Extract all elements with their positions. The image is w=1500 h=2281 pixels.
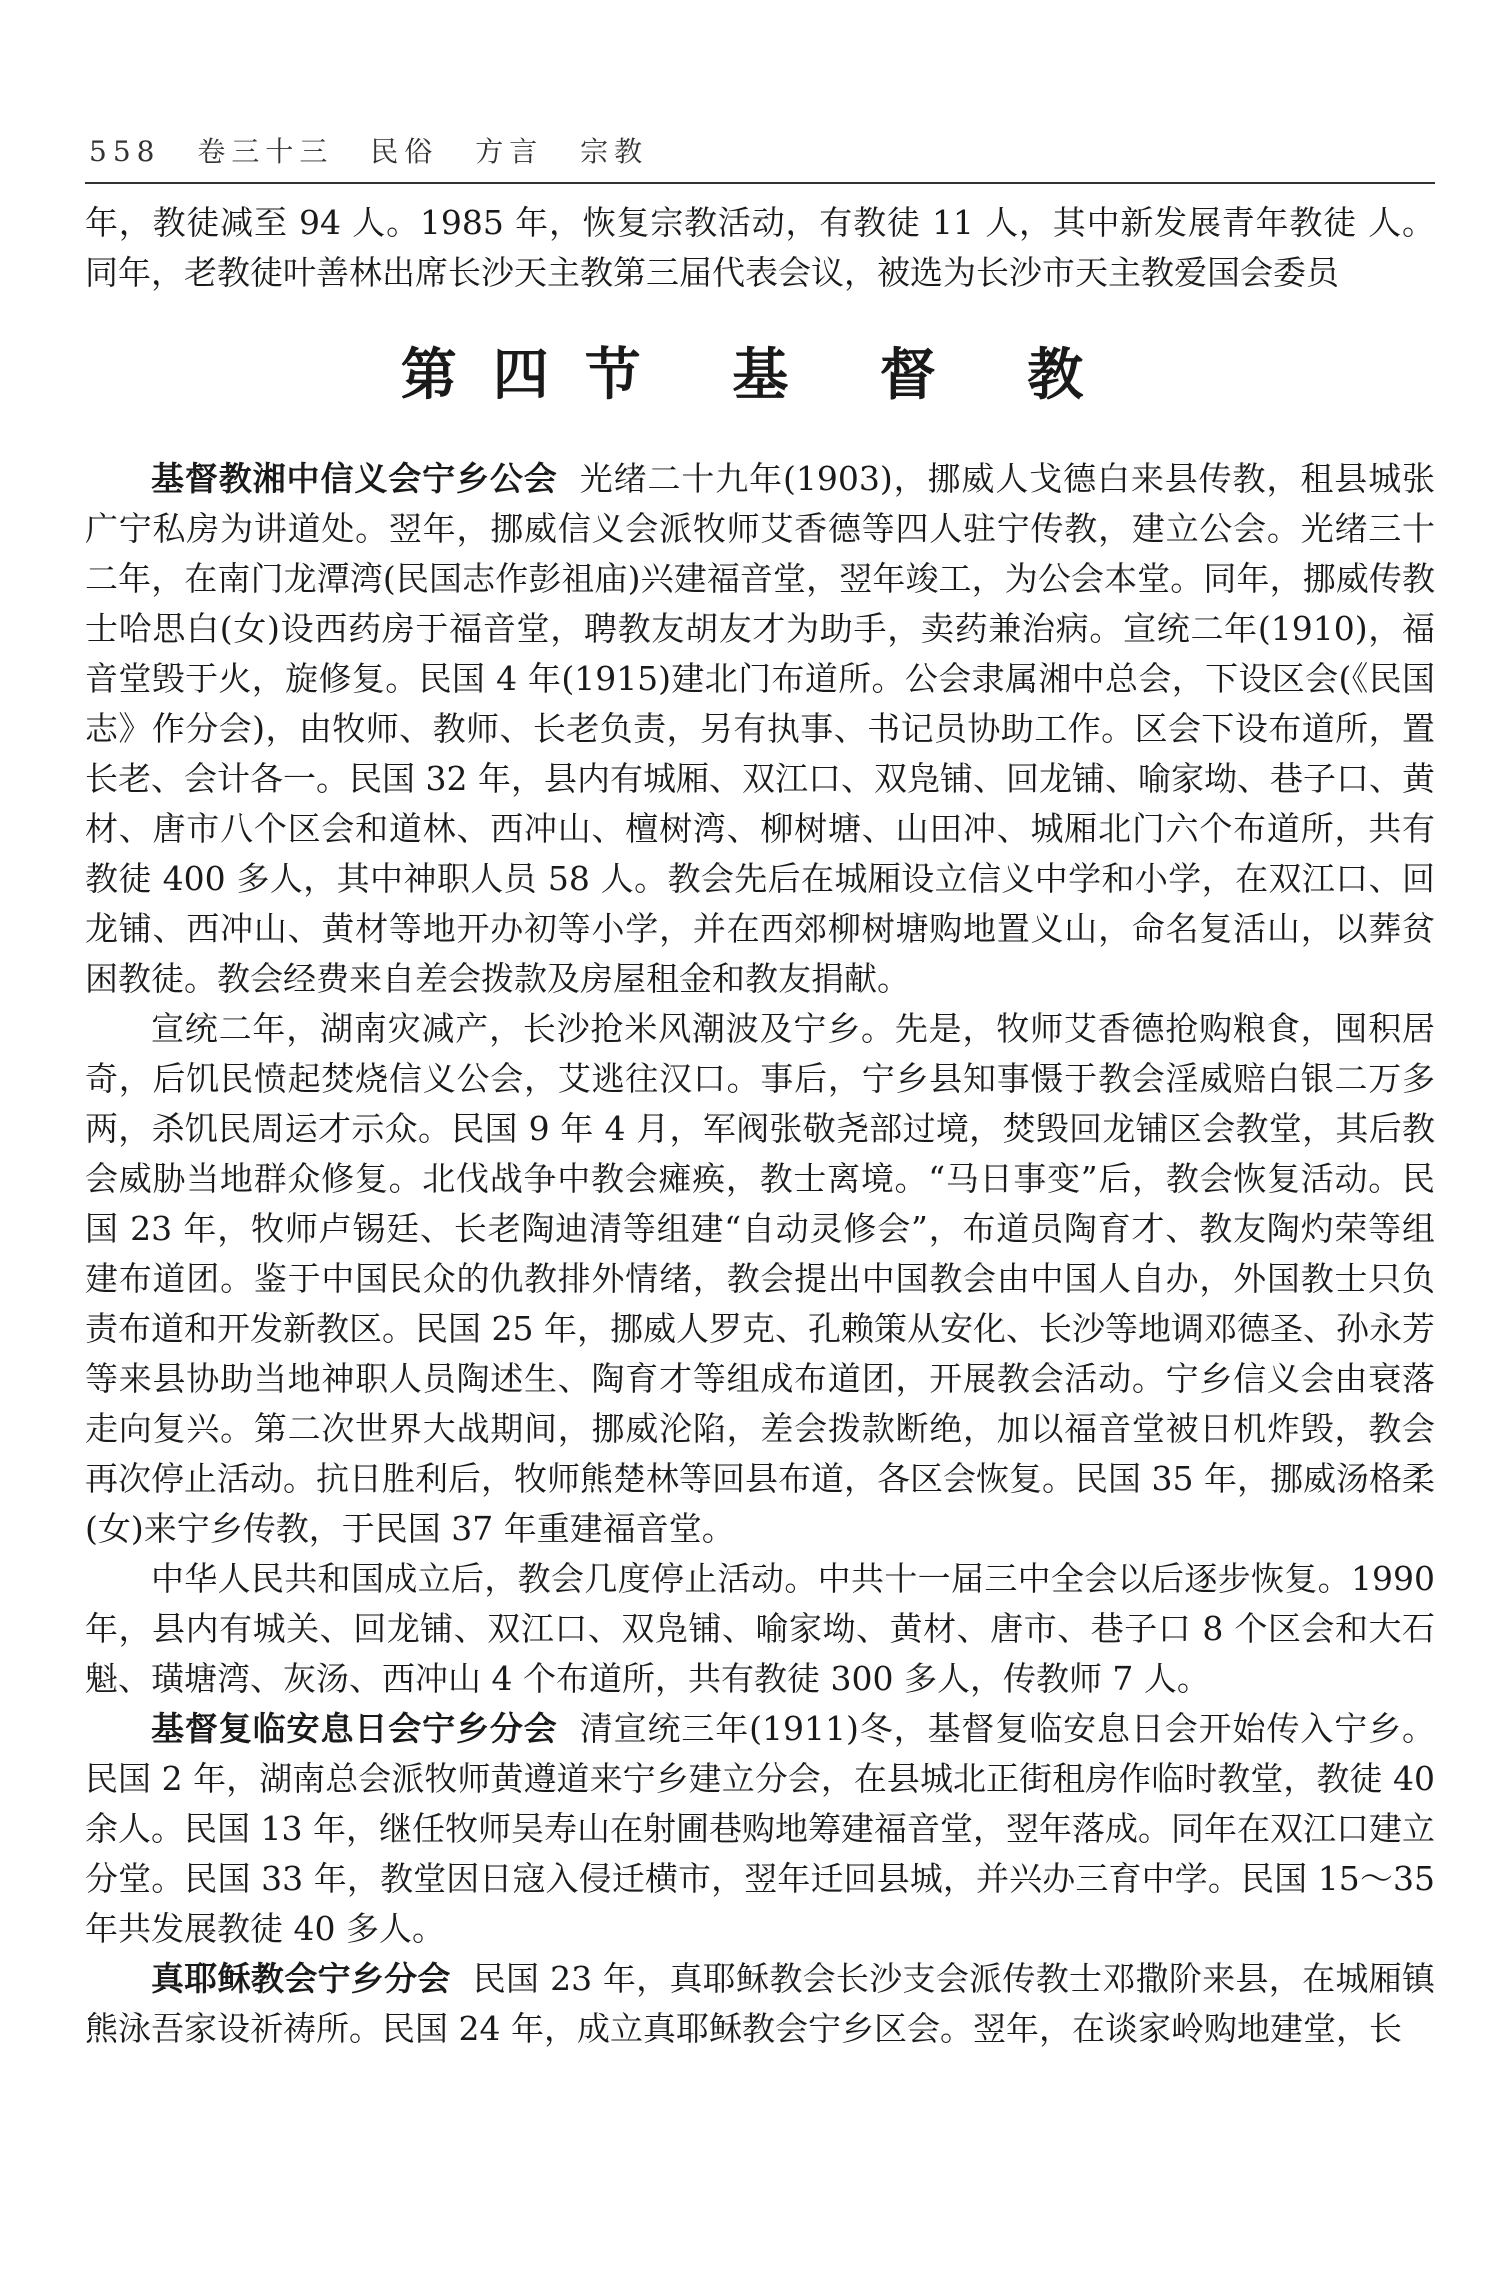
body-paragraph: 中华人民共和国成立后，教会几度停止活动。中共十一届三中全会以后逐步恢复。1990 年，县内有城关、回龙铺、双江口、双凫铺、喻家坳、黄材、唐市、巷子口 8 个区会和大石魁、璜塘湾、灰汤、西冲山 4 个布道所，共有教徒 300 多人，传教师 7 人。	[85, 1559, 1435, 1698]
header-rule	[85, 182, 1435, 184]
section-label-b: 方言	[475, 135, 544, 168]
book-page	[85, 130, 1435, 2054]
intro-paragraph: 年，教徒减至 94 人。1985 年，恢复宗教活动，有教徒 11 人，其中新发展青年教徒 人。同年，老教徒叶善林出席长沙天主教第三届代表会议，被选为长沙市天主教爱国会委员	[85, 203, 1435, 292]
section-label-a: 民俗	[370, 135, 439, 168]
entry-paragraph	[85, 1954, 1435, 2054]
entry-title: 真耶稣教会宁乡分会	[151, 1959, 451, 1998]
entry-paragraph	[85, 454, 1435, 1004]
entry-text: 清宣统三年(1911)冬，基督复临安息日会开始传入宁乡。民国 2 年，湖南总会派牧师黄遵道来宁乡建立分会，在县城北正街租房作临时教堂，教徒 40 余人。民国 13 年，继任牧师吴寿山在射圃巷购地筹建福音堂，翌年落成。同年在双江口建立分堂。民国 33 年，教堂因日寇入侵迁横市，翌年迁回县城，并兴办三育中学。民国 15～35 年共发展教徒 40 多人。	[85, 1709, 1436, 1948]
running-head	[85, 130, 1435, 174]
volume-label: 卷三十三	[197, 135, 334, 168]
body-paragraph: 宣统二年，湖南灾减产，长沙抢米风潮波及宁乡。先是，牧师艾香德抢购粮食，囤积居奇，后饥民愤起焚烧信义公会，艾逃往汉口。事后，宁乡县知事慑于教会淫威赔白银二万多两，杀饥民周运才示众。民国 9 年 4 月，军阀张敬尧部过境，焚毁回龙铺区会教堂，其后教会威胁当地群众修复。北伐战争中教会瘫痪，教士离境。“马日事变”后，教会恢复活动。民国 23 年，牧师卢锡廷、长老陶迪清等组建“自动灵修会”，布道员陶育才、教友陶灼荣等组建布道团。鉴于中国民众的仇教排外情绪，教会提出中国教会由中国人自办，外国教士只负责布道和开发新教区。民国 25 年，挪威人罗克、孔赖策从安化、长沙等地调邓德圣、孙永芳等来县协助当地神职人员陶述生、陶育才等组成布道团，开展教会活动。宁乡信义会由衰落走向复兴。第二次世界大战期间，挪威沦陷，差会拨款断绝，加以福音堂被日机炸毁，教会再次停止活动。抗日胜利后，牧师熊楚林等回县布道，各区会恢复。民国 35 年，挪威汤格柔(女)来宁乡传教，于民国 37 年重建福音堂。	[85, 1009, 1435, 1548]
entry-text: 光绪二十九年(1903)，挪威人戈德白来县传教，租县城张广宁私房为讲道处。翌年，挪威信义会派牧师艾香德等四人驻宁传教，建立公会。光绪三十二年，在南门龙潭湾(民国志作彭祖庙)兴建福音堂，翌年竣工，为公会本堂。同年，挪威传教士哈思白(女)设西药房于福音堂，聘教友胡友才为助手，卖药兼治病。宣统二年(1910)，福音堂毁于火，旋修复。民国 4 年(1915)建北门布道所。公会隶属湘中总会，下设区会(《民国志》作分会)，由牧师、教师、长老负责，另有执事、书记员协助工作。区会下设布道所，置长老、会计各一。民国 32 年，县内有城厢、双江口、双凫铺、回龙铺、喻家坳、巷子口、黄材、唐市八个区会和道林、西冲山、檀树湾、柳树塘、山田冲、城厢北门六个布道所，共有教徒 400 多人，其中神职人员 58 人。教会先后在城厢设立信义中学和小学，在双江口、回龙铺、西冲山、黄材等地开办初等小学，并在西郊柳树塘购地置义山，命名复活山，以葬贫困教徒。教会经费来自差会拨款及房屋租金和教友捐献。	[85, 459, 1436, 998]
page-number: 558	[89, 135, 161, 168]
section-label-c: 宗教	[580, 135, 649, 168]
entry-text: 民国 23 年，真耶稣教会长沙支会派传教士邓撒阶来县，在城厢镇熊泳吾家设祈祷所。民国 24 年，成立真耶稣教会宁乡区会。翌年，在谈家岭购地建堂，长	[85, 1959, 1435, 2048]
section-heading: 第四节 基 督 教	[400, 342, 1120, 408]
entry-title: 基督教湘中信义会宁乡公会	[151, 459, 558, 498]
entry-title: 基督复临安息日会宁乡分会	[151, 1709, 558, 1748]
entry-paragraph	[85, 1704, 1435, 1954]
